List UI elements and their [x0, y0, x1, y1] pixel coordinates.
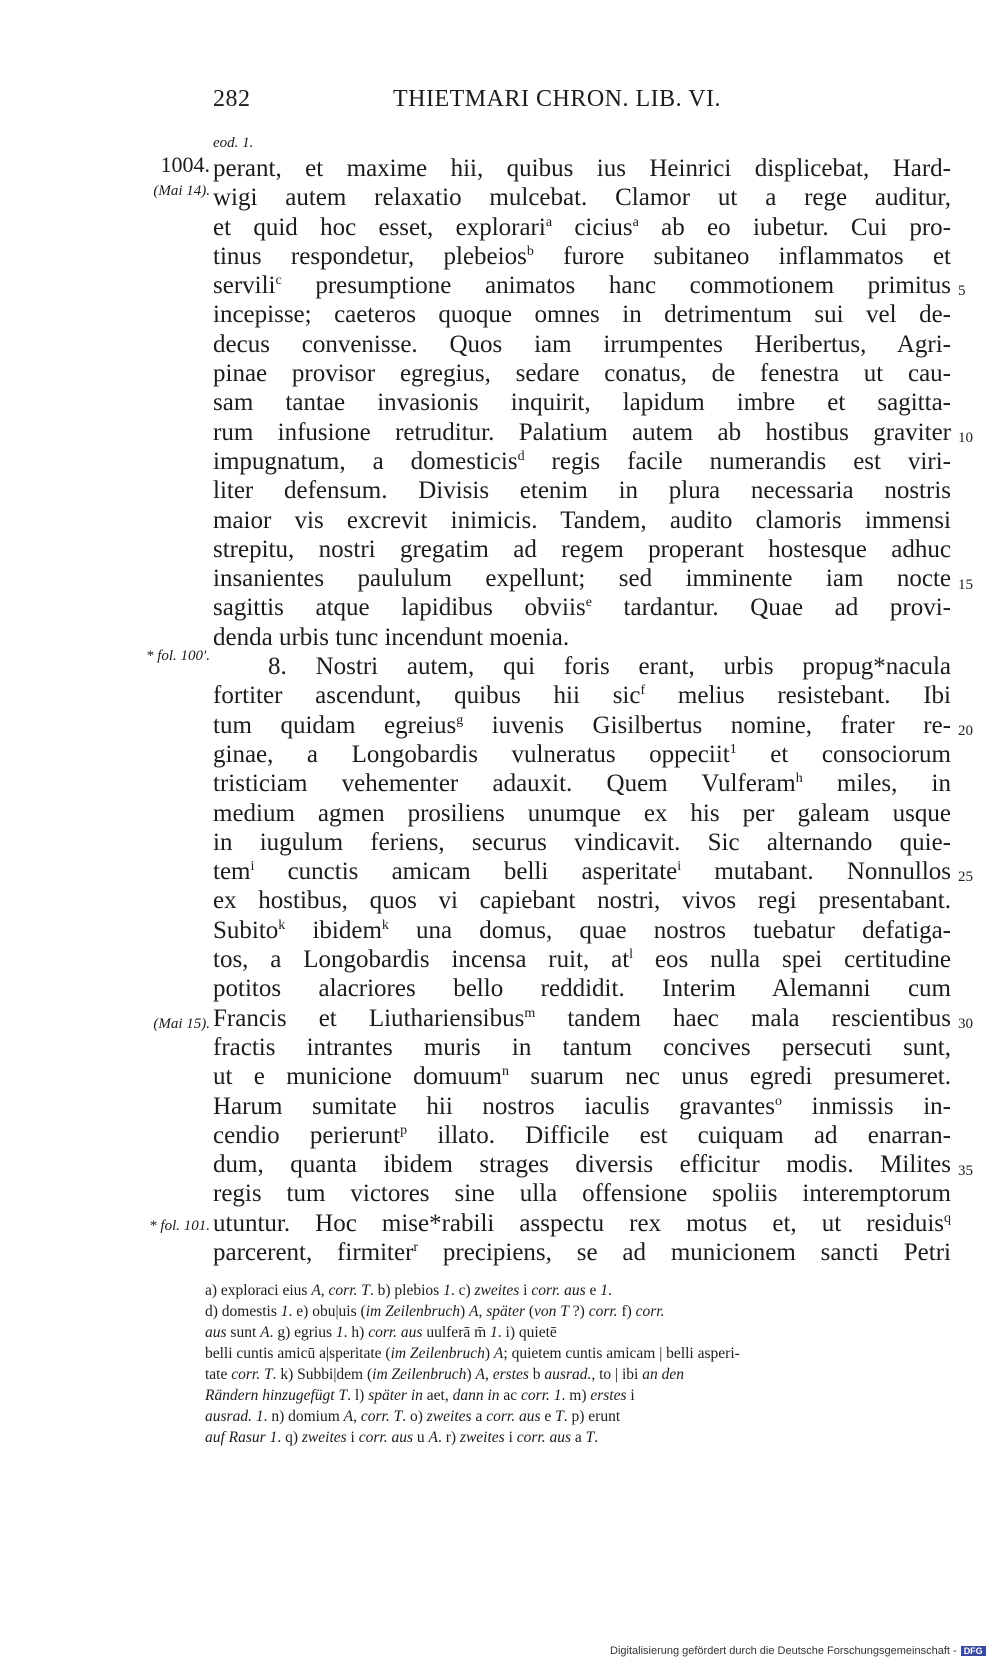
text-line: liter defensum. Divisis etenim in plura necessaria nostris	[213, 477, 951, 505]
text-line: Francis et Liuthariensibus$^m$ tandem haec mala rescientibus	[213, 1004, 951, 1032]
footnote-line: aus sunt A. g) egrius 1. h) corr. aus uulferā m̄ 1. i) quietē	[205, 1324, 557, 1341]
text-line: Harum sumitate hii nostros iaculis gravantes$^o$ inmissis in-	[213, 1092, 951, 1120]
text-line: sam tantae invasionis inquirit, lapidum imbre et sagitta-	[213, 389, 951, 417]
line-number-30: 30	[958, 1016, 973, 1032]
text-line: 8. Nostri autem, qui foris erant, urbis propug*nacula	[268, 653, 951, 681]
text-line: parcerent, firmiter$^r$ precipiens, se ad municionem sancti Petri	[213, 1238, 951, 1266]
text-line: Subito$^k$ ibidem$^k$ una domus, quae nostros tuebatur defatiga-	[213, 916, 951, 944]
text-line: impugnatum, a domesticis$^d$ regis facile numerandis est viri-	[213, 447, 951, 475]
text-line: tristiciam vehementer adauxit. Quem Vulferam$^h$ miles, in	[213, 770, 951, 798]
text-line: potitos alacriores bello reddidit. Interim Alemanni cum	[213, 975, 951, 1003]
line-number-10: 10	[958, 430, 973, 446]
footnote-line: Rändern hinzugefügt T. l) später in aet, dann in ac corr. 1. m) erstes i	[205, 1387, 635, 1404]
footnotes	[205, 1280, 950, 1448]
running-title: THIETMARI CHRON. LIB. VI.	[393, 86, 722, 112]
text-line: tum quidam egreius$^g$ iuvenis Gisilbertus nomine, frater re-	[213, 711, 951, 739]
text-line: wigi autem relaxatio mulcebat. Clamor ut a rege auditur,	[213, 184, 951, 212]
page-number: 282	[213, 86, 251, 112]
margin-year: 1004.	[160, 152, 210, 177]
line-number-20: 20	[958, 723, 973, 739]
text-line: dum, quanta ibidem strages diversis efficitur modis. Milites	[213, 1151, 951, 1179]
line-number-35: 35	[958, 1163, 973, 1179]
text-line: fractis intrantes muris in tantum concives persecuti sunt,	[213, 1033, 951, 1061]
footer-text: Digitalisierung gefördert durch die Deutsche Forschungsgemeinschaft -	[610, 1645, 957, 1657]
margin-date-mai-15: (Mai 15).	[153, 1016, 210, 1032]
text-line: et quid hoc esset, explorari$^a$ cicius$^a$ ab eo iubetur. Cui pro-	[213, 213, 951, 241]
text-line: ut e municione domuum$^n$ suarum nec unus egredi presumeret.	[213, 1063, 951, 1091]
text-line: in iugulum feriens, securus vindicavit. Sic alternando quie-	[213, 828, 951, 856]
text-line: strepitu, nostri gregatim ad regem properant hostesque adhuc	[213, 535, 951, 563]
text-line: decus convenisse. Quos iam irrumpentes Heribertus, Agri-	[213, 330, 951, 358]
text-line: incepisse; caeteros quoque omnes in detrimentum sui vel de-	[213, 301, 951, 329]
footnote-line: d) domestis 1. e) obu|uis (im Zeilenbruch) A, später (von T ?) corr. f) corr.	[205, 1303, 665, 1320]
text-line: tos, a Longobardis incensa ruit, $at^l$ eos nulla spei certitudine	[213, 946, 951, 974]
text-line: maior vis excrevit inimicis. Tandem, audito clamoris immensi	[213, 506, 951, 534]
text-line: rum infusione retruditur. Palatium autem ab hostibus graviter	[213, 418, 951, 446]
text-line: fortiter ascendunt, quibus hii sic$^f$ melius resistebant. Ibi	[213, 682, 952, 710]
text-line: denda urbis tunc incendunt moenia.	[213, 623, 570, 651]
footnote-line: a) exploraci eius A, corr. T. b) plebios 1. c) zweites i corr. aus e 1.	[205, 1282, 612, 1299]
text-line: tem$^i$ cunctis amicam belli asperitate$^i$ mutabant. Nonnullos	[213, 858, 951, 886]
text-line: sagittis atque lapidibus obviis$^e$ tardantur. Quae ad provi-	[213, 594, 952, 622]
text-line: regis tum victores sine ulla offensione spoliis interemptorum	[213, 1180, 951, 1208]
footnote-line: ausrad. 1. n) domium A, corr. T. o) zweites a corr. aus e T. p) erunt	[205, 1408, 621, 1425]
main-text	[213, 154, 951, 1267]
text-line: medium agmen prosiliens unumque ex his per galeam usque	[213, 799, 951, 827]
text-line: cendio perierunt$^p$ illato. Difficile est cuiquam ad enarran-	[213, 1121, 951, 1149]
footnote-line: tate corr. T. k) Subbi|dem (im Zeilenbruch) A, erstes b ausrad., to | ibi an den	[205, 1366, 684, 1383]
footnote-line: belli cuntis amicū a|speritate (im Zeilenbruch) A; quietem cuntis amicam | belli asperi-	[205, 1345, 740, 1362]
text-line: servili$^c$ presumptione animatos hanc commotionem primitus	[213, 272, 951, 300]
text-line: perant, et maxime hii, quibus ius Heinrici displicebat, Hard-	[213, 155, 951, 182]
footnote-line: auf Rasur 1. q) zweites i corr. aus u A. r) zweites i corr. aus a T.	[205, 1429, 599, 1446]
margin-folio-100v: * fol. 100'.	[145, 648, 210, 664]
margin-date-mai-14: (Mai 14).	[153, 183, 210, 199]
text-line: ex hostibus, quos vi capiebant nostri, vivos regi presentabant.	[213, 887, 951, 915]
footer-credit	[610, 1645, 986, 1657]
margin-folio-101: * fol. 101.	[149, 1218, 210, 1234]
text-line: insanientes paululum expellunt; sed imminente iam nocte	[213, 565, 951, 593]
text-line: ginae, a Longobardis vulneratus oppeciit$^1$ et consociorum	[213, 740, 951, 768]
line-number-25: 25	[958, 869, 973, 885]
line-number-15: 15	[958, 577, 973, 593]
dfg-logo: DFG	[961, 1646, 986, 1656]
text-line: utuntur. Hoc mise*rabili asspectu rex motus et, ut residuis$^q$	[213, 1209, 951, 1237]
apparatus-above: eod. 1.	[213, 135, 254, 151]
text-line: pinae provisor egregius, sedare conatus, de fenestra ut cau-	[213, 360, 951, 388]
text-line: tinus respondetur, plebeios$^b$ furore subitaneo inflammatos et	[213, 242, 952, 270]
line-number-5: 5	[958, 283, 966, 299]
